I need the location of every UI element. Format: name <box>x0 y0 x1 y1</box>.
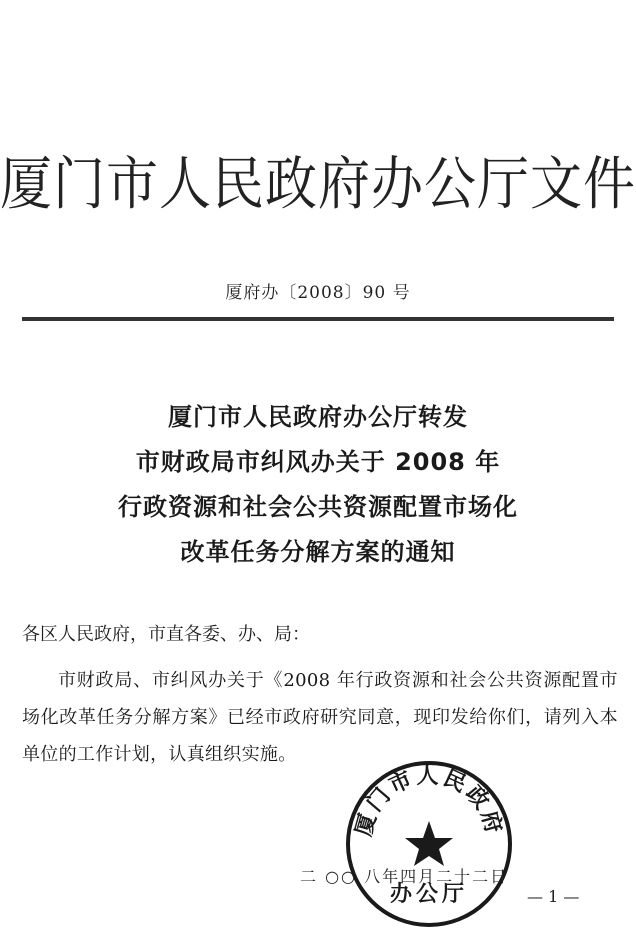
document-number: 厦府办〔2008〕90 号 <box>225 283 411 303</box>
seal-bottom-text: 办公厅 <box>389 882 469 907</box>
official-seal <box>343 758 515 930</box>
title-line-3: 行政资源和社会公共资源配置市场化 <box>118 493 518 521</box>
title-line-1: 厦门市人民政府办公厅转发 <box>168 403 468 431</box>
body-paragraph: 市财政局、市纠风办关于《2008 年行政资源和社会公共资源配置市场化改革任务分解方案》已经市政府研究同意，现印发给你们，请列入本单位的工作计划，认真组织实施。 <box>22 670 618 765</box>
issue-date: 二 ○○ 八年四月二十二日 <box>300 867 509 886</box>
title-line-4: 改革任务分解方案的通知 <box>180 538 456 566</box>
star-icon <box>405 821 453 866</box>
page-number: — 1 — <box>527 887 580 906</box>
notice-title <box>0 395 636 575</box>
title-line-2: 市财政局市纠风办关于 2008 年 <box>135 448 501 476</box>
agency-header-title: 厦门市人民政府办公厅文件 <box>0 152 636 218</box>
seal-arc-text: 厦门市人民政府 <box>351 763 507 839</box>
header-divider <box>22 317 614 321</box>
salutation: 各区人民政府，市直各委、办、局： <box>22 624 310 645</box>
